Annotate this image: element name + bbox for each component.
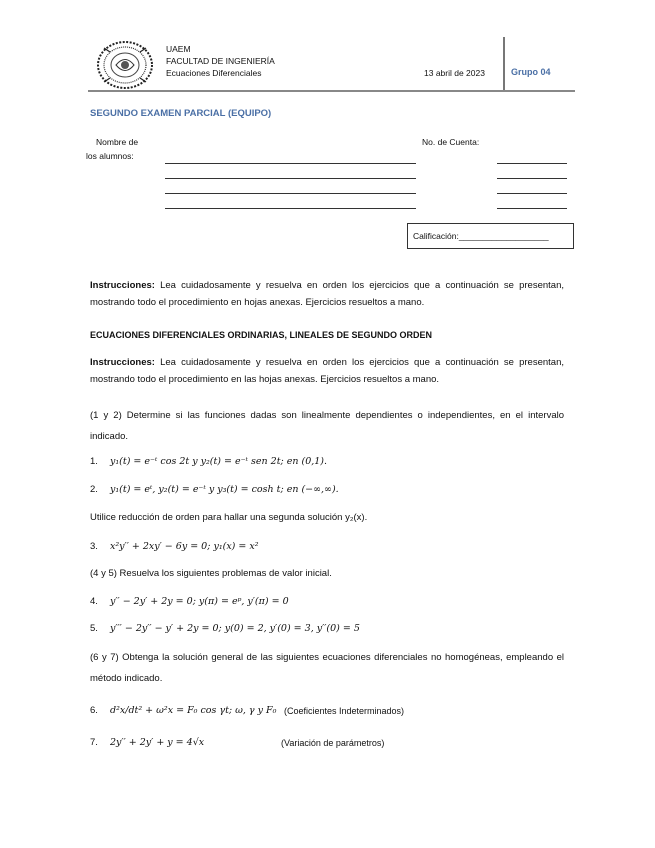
account-label: No. de Cuenta: <box>422 137 480 147</box>
exercise-6: 6. d²x/dt² + ω²x = F₀ cos γt; ω, γ y F₀ <box>90 705 277 716</box>
university-seal-logo <box>96 40 154 90</box>
names-label: Nombre de <box>96 137 139 147</box>
name-line-4[interactable] <box>165 208 416 209</box>
name-line-1[interactable] <box>165 163 416 164</box>
reduction-text: Utilice reducción de orden para hallar una segunda solución y₂(x). <box>90 512 368 523</box>
exam-date: 13 abril de 2023 <box>424 68 485 78</box>
exercise-2: 2. y₁(t) = eᵗ, y₂(t) = e⁻ᵗ y y₃(t) = cosh t; en (−∞,∞). <box>90 484 339 495</box>
group-label: Grupo 04 <box>511 67 551 77</box>
exercise-7: 7. 2y′′ + 2y′ + y = 4√x <box>90 737 205 748</box>
account-line-2[interactable] <box>497 178 567 179</box>
exercise-6-method: (Coeficientes Indeterminados) <box>284 706 405 716</box>
block-1-2-text: (1 y 2) Determine si las funciones dadas son linealmente dependientes o independientes, en el intervalo indicado. <box>90 410 564 442</box>
exercise-1: 1. y₁(t) = e⁻ᵗ cos 2t y y₂(t) = e⁻ᵗ sen 2t; en (0,1). <box>90 456 328 467</box>
course-name: Ecuaciones Diferenciales <box>166 68 262 78</box>
name-line-3[interactable] <box>165 193 416 194</box>
faculty-name: FACULTAD DE INGENIERÍA <box>166 56 275 66</box>
grade-box[interactable] <box>407 223 574 249</box>
section-title: ECUACIONES DIFERENCIALES ORDINARIAS, LINEALES DE SEGUNDO ORDEN <box>90 330 433 340</box>
exercise-7-method: (Variación de parámetros) <box>281 738 385 748</box>
account-line-1[interactable] <box>497 163 567 164</box>
account-line-3[interactable] <box>497 193 567 194</box>
exam-title: SEGUNDO EXAMEN PARCIAL (EQUIPO) <box>90 108 272 119</box>
exercise-4: 4. y′′ − 2y′ + 2y = 0; y(π) = eᵖ, y′(π) = 0 <box>90 596 289 607</box>
exercise-5: 5. y′′′ − 2y′′ − y′ + 2y = 0; y(0) = 2, y′(0) = 3, y′′(0) = 5 <box>90 623 360 634</box>
header-divider-horizontal <box>88 90 575 92</box>
instructions-paragraph-1: Instrucciones: Lea cuidadosamente y resuelva en orden los ejercicios que a continuación se presentan, mostrando todo el procedimiento en hojas anexas. Ejercicios resueltos a mano. <box>90 280 564 308</box>
instructions-label-2: Instrucciones: <box>90 357 155 368</box>
name-line-2[interactable] <box>165 178 416 179</box>
names-label-2: los alumnos: <box>86 151 134 161</box>
account-line-4[interactable] <box>497 208 567 209</box>
institution-name: UAEM <box>166 44 191 54</box>
instructions-label: Instrucciones: <box>90 280 155 291</box>
instructions-paragraph-2: Instrucciones: Lea cuidadosamente y resuelva en orden los ejercicios que a continuación se presentan, mostrando todo el procedimiento en las hojas anexas. Ejercicios resueltos a mano. <box>90 357 564 385</box>
block-4-5-text: (4 y 5) Resuelva los siguientes problemas de valor inicial. <box>90 568 332 579</box>
block-6-7-text: (6 y 7) Obtenga la solución general de las siguientes ecuaciones diferenciales no homogéneas, empleando el método indicado. <box>90 652 564 684</box>
grade-label: Calificación:___________________ <box>413 231 549 241</box>
exercise-3: 3. x²y′′ + 2xy′ − 6y = 0; y₁(x) = x² <box>90 541 259 552</box>
header-divider-vertical <box>503 37 505 92</box>
